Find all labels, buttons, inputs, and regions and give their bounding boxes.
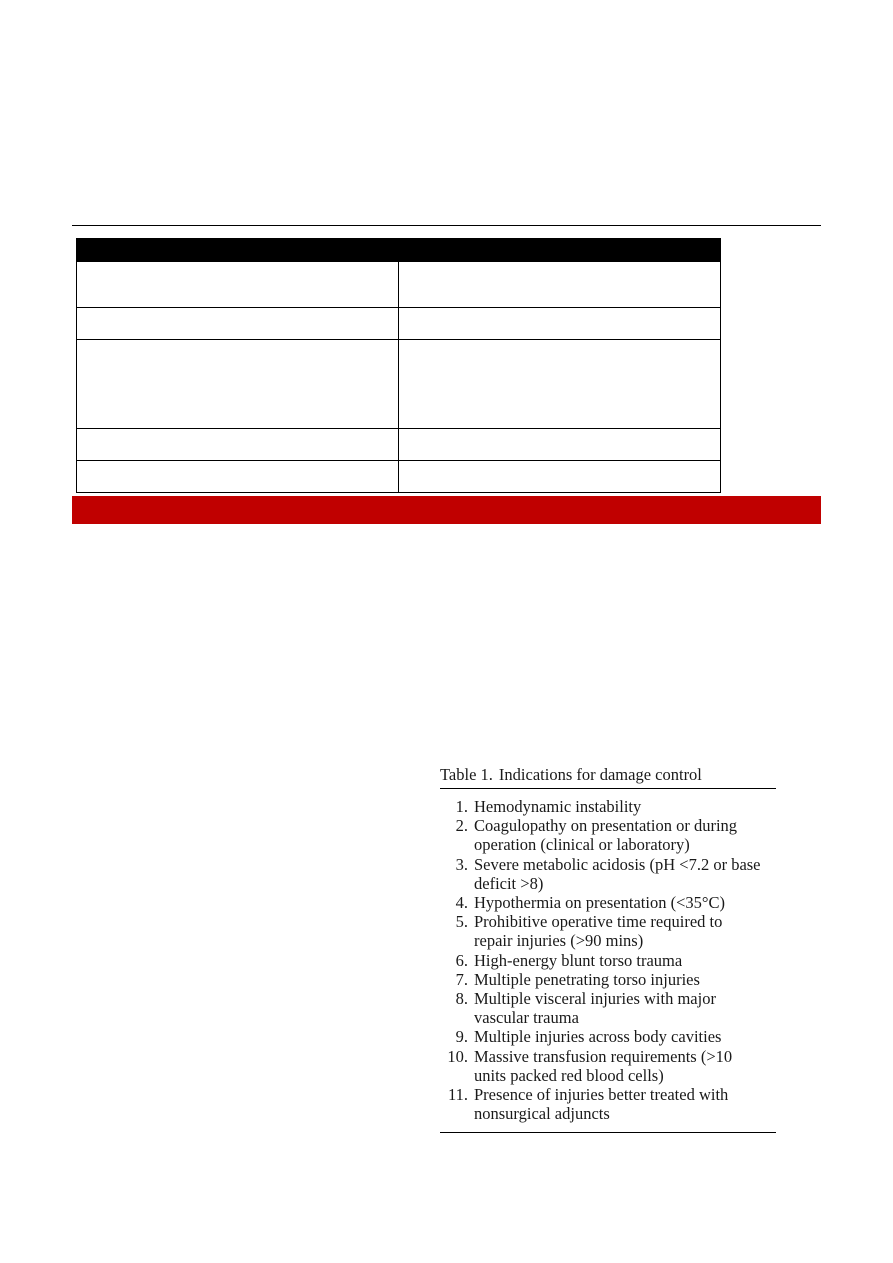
indication-text: Presence of injuries better treated with (474, 1085, 729, 1105)
indications-list (440, 789, 776, 1132)
table-bottom-rule (440, 1132, 776, 1133)
grid-row (77, 461, 721, 493)
indication-number: 3. (455, 854, 468, 874)
horizontal-rule (72, 225, 821, 226)
indication-number (440, 1104, 468, 1123)
indication-text: High-energy blunt torso trauma (474, 950, 683, 970)
indication-item (440, 893, 776, 912)
indication-item-continuation (440, 1008, 776, 1027)
grid-row (77, 262, 721, 308)
indication-number (440, 1008, 468, 1027)
grid-cell (399, 340, 721, 429)
indication-item (440, 1027, 776, 1046)
indication-text: units packed red blood cells) (474, 1065, 664, 1085)
indication-number: 11. (447, 1085, 468, 1105)
indications-table-figure (440, 762, 776, 1133)
indication-item (440, 855, 776, 874)
indication-number: 7. (455, 969, 468, 989)
empty-grid-table (76, 238, 721, 493)
indication-number (440, 835, 468, 854)
indication-number: 8. (455, 989, 468, 1009)
indication-item (440, 989, 776, 1008)
indication-text: Multiple injuries across body cavities (474, 1027, 722, 1047)
indication-text: Severe metabolic acidosis (pH <7.2 or base (474, 854, 761, 874)
indication-item (440, 970, 776, 989)
indication-text: Massive transfusion requirements (>10 (474, 1046, 733, 1066)
grid-header-cell (399, 239, 721, 262)
indication-number: 1. (455, 797, 468, 816)
indication-text: operation (clinical or laboratory) (474, 835, 690, 855)
indication-text: deficit >8) (474, 873, 544, 893)
indication-item (440, 1085, 776, 1104)
table-label: Table 1. (440, 765, 493, 784)
indication-number (440, 1066, 468, 1085)
grid-header-cell (77, 239, 399, 262)
indication-item-continuation (440, 1066, 776, 1085)
indication-item (440, 912, 776, 931)
grid-cell (399, 262, 721, 308)
grid-cell (77, 308, 399, 340)
grid-cell (399, 461, 721, 493)
grid-cell (399, 429, 721, 461)
table-title: Indications for damage control (498, 765, 702, 784)
indication-number: 9. (455, 1027, 468, 1047)
indication-text: vascular trauma (474, 1008, 579, 1028)
indication-text: Multiple penetrating torso injuries (474, 969, 700, 989)
indication-number (440, 874, 468, 893)
indication-text: Prohibitive operative time required to (474, 912, 723, 932)
table-caption (440, 762, 776, 788)
grid-cell (77, 429, 399, 461)
grid-header-row (77, 239, 721, 262)
indication-item (440, 797, 776, 816)
indication-number: 4. (455, 893, 468, 913)
red-footer-band (72, 496, 821, 524)
indication-number: 10. (447, 1046, 468, 1066)
indication-item-continuation (440, 874, 776, 893)
grid-row (77, 429, 721, 461)
indication-text: repair injuries (>90 mins) (474, 931, 644, 951)
indication-number: 6. (455, 950, 468, 970)
indication-text: Hypothermia on presentation (<35°C) (474, 893, 725, 913)
indication-number (440, 931, 468, 950)
indication-item-continuation (440, 835, 776, 854)
indication-number: 2. (455, 816, 468, 836)
grid-cell (77, 461, 399, 493)
grid-cell (399, 308, 721, 340)
indication-number: 5. (455, 912, 468, 932)
grid-cell (77, 262, 399, 308)
grid-row (77, 340, 721, 429)
indication-text: Multiple visceral injuries with major (474, 989, 716, 1009)
indication-item-continuation (440, 1104, 776, 1123)
indication-item (440, 951, 776, 970)
indication-text: Coagulopathy on presentation or during (474, 816, 738, 836)
grid-row (77, 308, 721, 340)
indication-text: Hemodynamic instability (474, 797, 642, 816)
indication-text: nonsurgical adjuncts (474, 1104, 610, 1124)
indication-item (440, 1047, 776, 1066)
indication-item (440, 816, 776, 835)
grid-cell (77, 340, 399, 429)
indication-item-continuation (440, 931, 776, 950)
